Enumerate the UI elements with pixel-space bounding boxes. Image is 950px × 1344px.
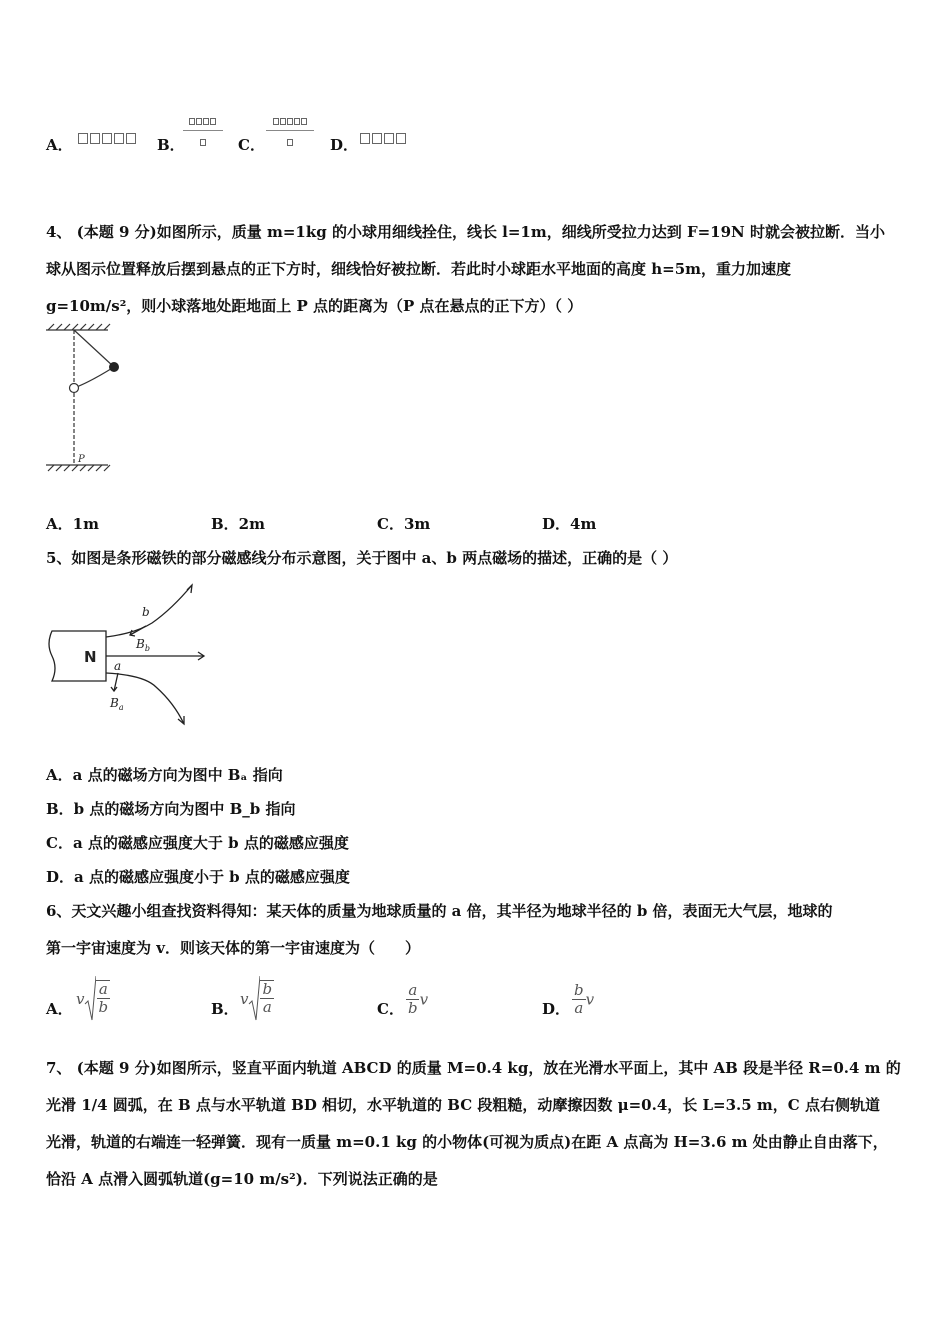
- q6-option-d-formula: [572, 982, 594, 1017]
- q6-text-line1: 6、天文兴趣小组查找资料得知：某天体的质量为地球质量的 a 倍，其半径为地球半径的 b 倍，表面无大气层，地球的: [46, 902, 833, 920]
- q5-bb-label: $B_b$: [136, 637, 150, 653]
- q6-c-num: a: [408, 981, 418, 999]
- q6-c-v: v: [419, 990, 429, 1009]
- q4-pendulum-figure: [40, 322, 130, 482]
- q5-option-d: D．a 点的磁感应强度小于 b 点的磁感应强度: [46, 868, 350, 886]
- q4-text-line2: 球从图示位置释放后摆到悬点的正下方时，细线恰好被拉断．若此时小球距水平地面的高度 h=5m，重力加速度: [46, 260, 792, 278]
- q6-c-den: b: [408, 999, 418, 1017]
- q5-option-c: C．a 点的磁感应强度大于 b 点的磁感应强度: [46, 834, 349, 852]
- q5-option-b: B．b 点的磁场方向为图中 B_b 指向: [46, 800, 296, 818]
- q4-option-c: C．3m: [377, 515, 431, 533]
- q7-text-line3: 光滑，轨道的右端连一轻弹簧．现有一质量 m=0.1 kg 的小物体(可视为质点)在距 A 点高为 H=3.6 m 处由静止自由落下，: [46, 1133, 888, 1151]
- q4-option-d: D．4m: [542, 515, 597, 533]
- q5-magnet-figure: [44, 575, 224, 735]
- q4-option-a: A．1m: [46, 515, 99, 533]
- q3-option-c: [238, 134, 265, 155]
- q4-ball-lowest-position: [70, 384, 79, 393]
- q6-option-b-label: B．: [211, 1000, 239, 1018]
- q6-option-c-label: C．: [377, 1000, 404, 1018]
- q5-ba-label: $B_a$: [110, 696, 124, 712]
- q5-pole-label: N: [84, 648, 97, 666]
- q6-d-num: b: [574, 981, 584, 999]
- q5-point-b-label: b: [142, 605, 150, 619]
- q3-option-a-garbled: [78, 128, 138, 147]
- q3-option-a: [46, 134, 73, 155]
- q6-option-a-formula: [76, 974, 110, 1024]
- q3-option-d-garbled: [360, 128, 408, 147]
- q4-point-p-label: P: [78, 454, 85, 465]
- q6-d-v: v: [585, 990, 595, 1009]
- q3-option-d-label: D．: [330, 136, 359, 154]
- q6-option-b-formula: [240, 974, 274, 1024]
- q4-text-line1: 4、 (本题 9 分)如图所示，质量 m=1kg 的小球用细线拴住，线长 l=1m，细线所受拉力达到 F=19N 时就会被拉断．当小: [46, 223, 885, 241]
- q6-option-a-label: A．: [46, 1000, 73, 1018]
- q5-point-a-label: a: [114, 659, 122, 673]
- q3-option-b: [157, 134, 185, 155]
- q7-text-line4: 恰沿 A 点滑入圆弧轨道(g=10 m/s²)．下列说法正确的是: [46, 1170, 438, 1188]
- q6-b-den: a: [262, 998, 272, 1016]
- q6-a-v: v: [76, 990, 85, 1008]
- q3-option-b-garbled: [183, 110, 223, 150]
- q4-ball-start-position: [109, 362, 119, 372]
- q6-b-num: b: [262, 980, 273, 998]
- q3-option-c-label: C．: [238, 136, 265, 154]
- q3-option-a-label: A．: [46, 136, 73, 154]
- q3-option-b-label: B．: [157, 136, 185, 154]
- q5-text-line1: 5、如图是条形磁铁的部分磁感线分布示意图，关于图中 a、b 两点磁场的描述，正确的是（ ）: [46, 549, 678, 567]
- q6-a-num: a: [98, 980, 108, 998]
- q4-text-line3: g=10m/s²，则小球落地处距地面上 P 点的距离为（P 点在悬点的正下方）（ ）: [46, 297, 583, 315]
- q6-option-c-formula: [406, 982, 428, 1017]
- q7-text-line2: 光滑 1/4 圆弧，在 B 点与水平轨道 BD 相切，水平轨道的 BC 段粗糙，动摩擦因数 μ=0.4，长 L=3.5 m，C 点右侧轨道: [46, 1096, 880, 1114]
- q3-option-d: [330, 134, 358, 155]
- q6-d-den: a: [574, 999, 584, 1017]
- q6-b-v: v: [240, 990, 249, 1008]
- q5-option-a: A．a 点的磁场方向为图中 Bₐ 指向: [46, 766, 283, 784]
- q6-a-den: b: [98, 998, 109, 1016]
- q7-text-line1: 7、 (本题 9 分)如图所示，竖直平面内轨道 ABCD 的质量 M=0.4 kg，放在光滑水平面上，其中 AB 段是半径 R=0.4 m 的: [46, 1059, 901, 1077]
- q3-option-c-garbled: [266, 110, 314, 150]
- q6-option-d-label: D．: [542, 1000, 571, 1018]
- q4-option-b: B．2m: [211, 515, 265, 533]
- q5-magnet-body: [49, 631, 106, 681]
- q6-text-line2: 第一宇宙速度为 v．则该天体的第一宇宙速度为（ ）: [46, 939, 420, 957]
